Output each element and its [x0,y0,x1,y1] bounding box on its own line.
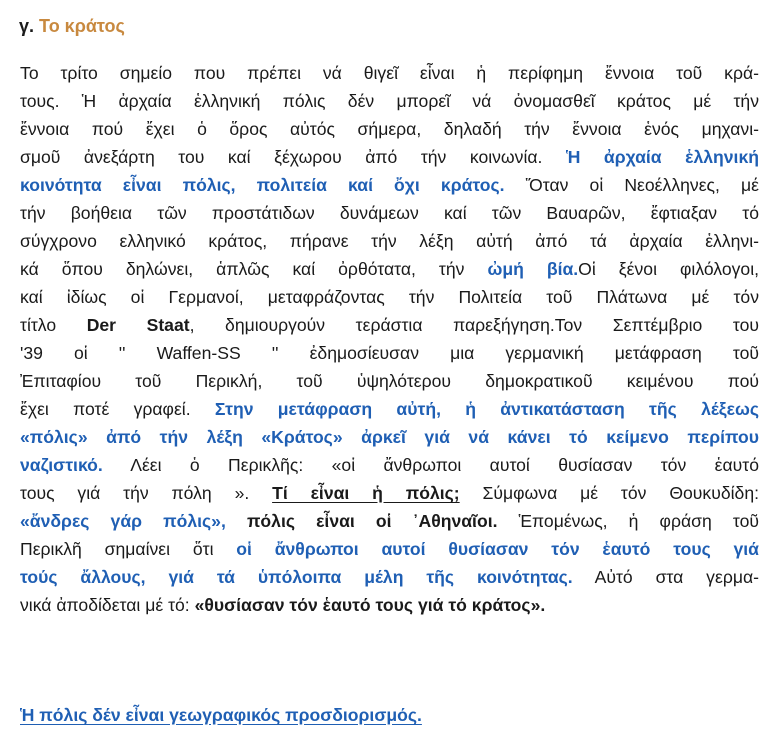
text-line [20,143,759,171]
text-line [20,367,759,395]
text-span: σμοῦ ἀνεξάρτη του καί ξέχωρου ἀπό τήν κοινωνία. [20,147,566,167]
emphasis-text: τούς ἄλλους, γιά τά ὑπόλοιπα μέλη τῆς κοινότητας. [20,567,573,587]
text-line [20,311,759,339]
emphasis-text: ἀρκεῖ γιά νά κάνει τό κείμενο περίπου [342,427,759,447]
text-line [20,199,759,227]
text-span: σύγχρονο ελληνικό κράτος, πήρανε τήν λέξη αὐτή ἀπό τά ἀρχαία ἑλληνι- [20,231,759,251]
bold-text: πόλις εἶναι οἱ ᾿Αθηναῖοι. [225,511,498,531]
text-span: τίτλο [20,315,87,335]
text-line [20,591,759,619]
text-span: Ὅταν οἱ Νεοέλληνες, μέ [504,175,759,195]
emphasis-text: ὠμή βία. [487,259,579,279]
text-line [20,507,759,535]
text-line [20,227,759,255]
underlined-question: Τί εἶναι ἡ πόλις; [272,483,460,503]
text-span: , δημιουργούν τεράστια παρεξήγηση.Τον Σεπτέμβριο του [189,315,759,335]
text-span: Το τρίτο σημείο που πρέπει νά θιγεῖ εἶναι ἡ περίφημη ἔννοια τοῦ κρά- [20,63,759,83]
text-span: Περικλῆ σημαίνει ὅτι [20,539,237,559]
text-span: νικά ἀποδίδεται μέ τό: [20,595,195,615]
emphasis-text: «πόλις» ἀπό τήν λέξη «Κράτος» [20,427,343,447]
emphasis-text: ναζιστικό. [20,455,103,475]
text-span: Σύμφωνα μέ τόν Θουκυδίδη: [459,483,759,503]
bold-title: Der Staat [86,315,190,335]
text-line [20,87,759,115]
text-line [20,339,759,367]
text-line [20,563,759,591]
text-line [20,395,759,423]
bold-text: «θυσίασαν τόν ἑαυτό τους γιά τό κράτος». [194,595,546,615]
emphasis-text: Ἡ ἀρχαία ἑλληνική [565,147,759,167]
text-span: Αὐτό στα γερμα- [572,567,759,587]
text-line [20,535,759,563]
footer-heading-link[interactable]: Ἡ πόλις δέν εἶναι γεωγραφικός προσδιορισμός. [20,705,422,725]
emphasis-text: οἱ ἄνθρωποι αυτοί θυσίασαν τόν ἑαυτό τους γιά [236,539,759,559]
text-span: τους. Ἡ ἀρχαία ἑλληνική πόλις δέν μπορεῖ νά ὀνομασθεῖ κράτος μέ τήν [20,91,759,111]
text-span: Ἑπομένως, ἡ φράση τοῦ [497,511,759,531]
text-line [20,115,759,143]
text-line [20,283,759,311]
section-heading [19,14,125,38]
text-span: καί ἰδίως οἱ Γερμανοί, μεταφράζοντας τήν Πολιτεία τοῦ Πλάτωνα μέ τόν [20,287,759,307]
text-span: ἔχει ποτέ γραφεί. [20,399,215,419]
text-line [20,59,759,87]
section-letter: γ. [19,16,35,36]
text-line [20,171,759,199]
emphasis-text: κοινότητα εἶναι πόλις, πολιτεία καί ὄχι κράτος. [20,175,505,195]
emphasis-text: «ἄνδρες γάρ πόλις», [20,511,226,531]
text-span: τήν βοήθεια τῶν προστάτιδων δυνάμεων καί τῶν Βαυαρῶν, ἔφτιαξαν τό [20,203,759,223]
text-line [20,479,759,507]
text-span: Οἱ ξένοι φιλόλογοι, [578,259,759,279]
text-span: ἔννοια πού ἔχει ὁ ὅρος αὐτός σήμερα, δηλαδή τήν ἔννοια ἑνός μηχανι- [20,119,759,139]
text-span: Ἐπιταφίου τοῦ Περικλή, τοῦ ὑψηλότερου δημοκρατικοῦ κειμένου πού [20,371,759,391]
text-line [20,451,759,479]
text-span: '39 οἱ '' Waffen-SS '' ἐδημοσίευσαν μια γερμανική μετάφραση τοῦ [20,343,759,363]
emphasis-text: Στην μετάφραση αὐτή, ἡ ἀντικατάσταση τῆς λέξεως [214,399,759,419]
text-span: τους γιά τήν πόλη ». [20,483,273,503]
section-title: Το κράτος [39,16,125,36]
text-span: κά ὅπου δηλώνει, ἁπλῶς καί ὀρθότατα, τήν [20,259,488,279]
text-line [20,423,759,451]
text-span: Λέει ὁ Περικλῆς: «οἱ ἄνθρωποι αυτοί θυσίασαν τόν ἑαυτό [102,455,759,475]
text-line [20,255,759,283]
